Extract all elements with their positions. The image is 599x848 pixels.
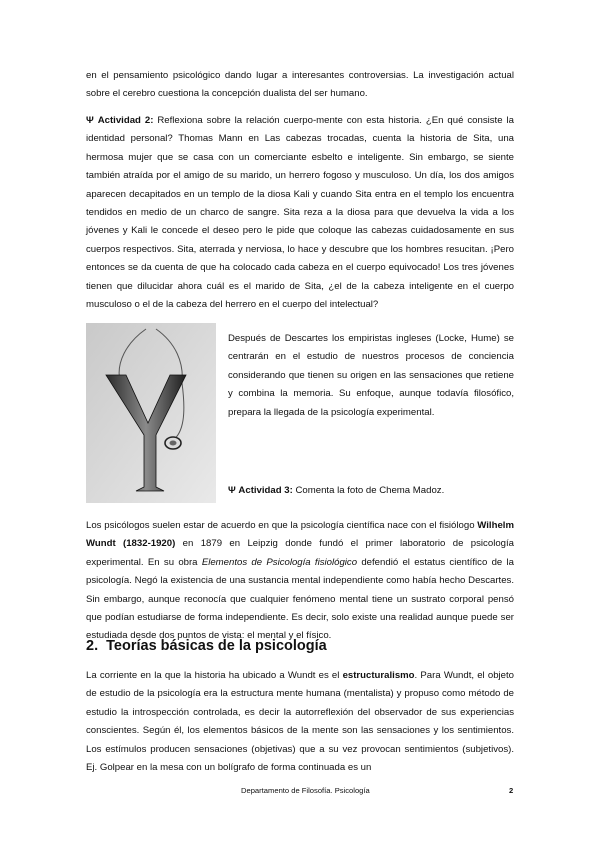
section-heading <box>86 638 327 654</box>
structuralism-text-2: . Para Wundt, el objeto de estudio de la psicología era la estructura mente humana (mentalista) y propuso como método de estudio la introspección controlada, es decir la autorreflexión del observador de sus experiencias conscientes. Según él, los elementos básicos de la mente son las sensaciones y los sentimientos. Los estímulos producen sensaciones (objetivas) que a su vez provocan sentimientos (subjetivos). Ej. Golpear en la mesa con un bolígrafo de forma continuada es un <box>86 670 514 774</box>
footer-department: Departamento de Filosofía. Psicología <box>241 786 370 795</box>
structuralism-paragraph <box>86 667 514 777</box>
section-number: 2. <box>86 638 99 654</box>
section-title: Teorías básicas de la psicología <box>106 638 327 654</box>
activity-2-paragraph <box>86 112 514 314</box>
activity-2-label: Ψ Actividad 2 <box>86 115 151 126</box>
activity-3-text: Comenta la foto de Chema Madoz. <box>292 485 445 496</box>
intro-paragraph: en el pensamiento psicológico dando lugar a interesantes controversias. La investigación actual sobre el cerebro cuestiona la concepción dualista del ser humano. <box>86 70 514 100</box>
structuralism-term: estructuralismo <box>342 670 415 681</box>
wundt-name: Wilhelm Wundt (1832-1920) <box>86 520 514 550</box>
chema-madoz-photo <box>86 323 216 503</box>
wundt-book-title: Elementos de Psicología fisiológico <box>201 556 358 568</box>
footer-page-number: 2 <box>509 786 514 795</box>
structuralism-text-1: La corriente en la que la historia ha ubicado a Wundt es el <box>86 670 343 681</box>
descartes-paragraph: Después de Descartes los empiristas ingleses (Locke, Hume) se centrarán en el estudio de nuestros procesos de conciencia considerando que tienen su origen en las sensaciones que retiene y combina la memoria. Su enfoque, aunque todavía filosófico, prepara la llegada de la psicología experimental. <box>228 333 514 418</box>
wundt-paragraph <box>86 517 514 646</box>
wundt-text-1: Los psicólogos suelen estar de acuerdo en que la psicología científica nace con el fisiólogo <box>86 520 478 531</box>
activity-3-paragraph <box>228 482 514 500</box>
activity-2-colon: : <box>150 115 154 126</box>
wundt-text-2: en 1879 en Leipzig donde fundó el primer laboratorio de psicología experimental. En su obra <box>86 538 514 568</box>
activity-3-label: Ψ Actividad 3: <box>228 485 293 496</box>
activity-2-text: Reflexiona sobre la relación cuerpo-mente con esta historia. ¿En qué consiste la identidad personal? Thomas Mann en Las cabezas trocadas, cuenta la historia de Sita, una hermosa mujer que se casa con un comerciante esbelto e inteligente. Sin embargo, se siente también atraída por el amigo de su marido, un herrero fogoso y musculoso. Un día, los dos amigos aparecen decapitados en un templo de la diosa Kali y cuando Sita entra en el templo los encuentra tendidos en medio de un charco de sangre. Sita reza a la diosa para que devuelva la vida a los jóvenes y Kali le concede el deseo pero le pide que coloque las cabezas cuidadosamente en sus cuerpos respectivos. Sita, aterrada y nerviosa, lo hace y descubre que los hombres resucitan. ¡Pero entonces se da cuenta de que ha colocado cada cabeza en el cuerpo equivocado! Los tres jóvenes tienen que dilucidar ahora cuál es el marido de Sita, ¿el de la cabeza inteligente en el cuerpo musculoso o el de la cabeza del herrero en el cuerpo del intelectual? <box>86 115 514 311</box>
wundt-text-3: defendió el estatus científico de la psicología. Negó la existencia de una sustancia mental independiente como había hecho Descartes. Sin embargo, aunque reconocía que cualquier fenómeno mental tiene un sustrato corporal pensó que podían estudiarse de forma independiente. Es decir, solo existe una realidad aunque puede ser estudiada desde dos puntos de vista: el mental y el físico. <box>86 556 514 642</box>
